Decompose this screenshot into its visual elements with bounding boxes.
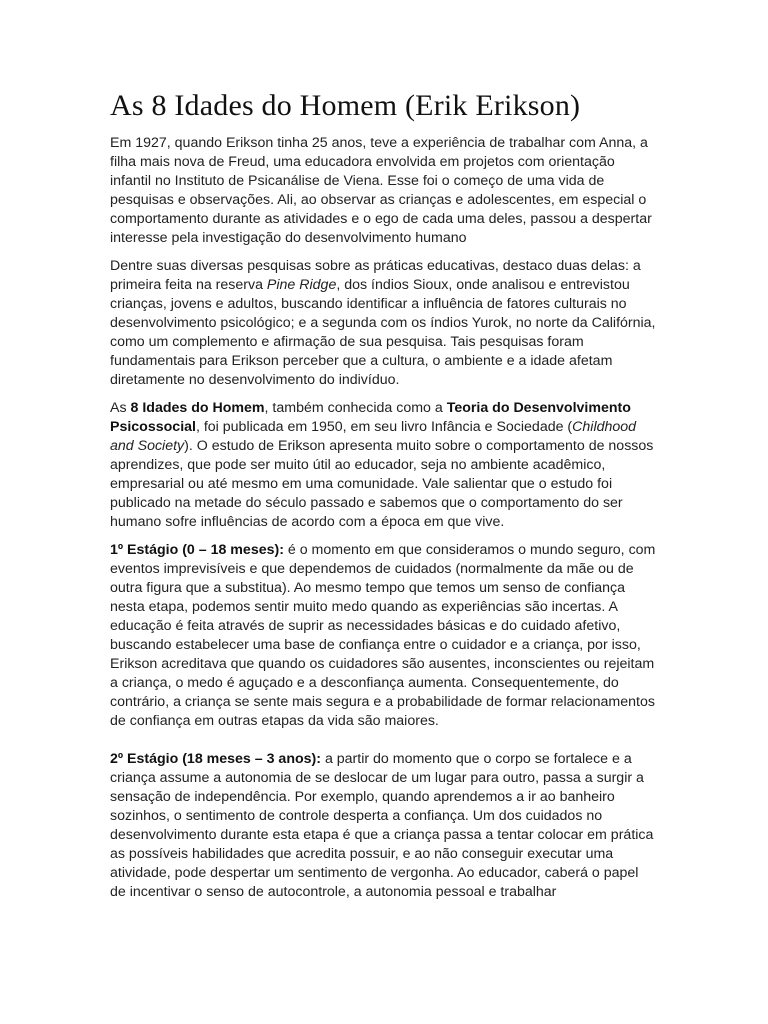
stage-1-heading: 1º Estágio (0 – 18 meses): [110, 542, 284, 558]
research-text-b: , dos índios Sioux, onde analisou e entrevistou crianças, jovens e adultos, buscando identificar a influência de fatores culturais no desenvolvimento psicológico; e a segunda com os índios Yurok, no norte da Califórnia, como um complemento e afirmação de sua pesquisa. Tais pesquisas foram fundamentais para Erikson perceber que a cultura, o ambiente e a idade afetam diretamente no desenvolvimento do indivíduo. [110, 277, 656, 388]
intro-paragraph [110, 134, 658, 248]
theory-paragraph [110, 399, 658, 532]
theory-bold-name: Teoria do Desenvolvimento Psicossocial [110, 400, 631, 435]
stage-1-paragraph [110, 541, 658, 731]
research-paragraph [110, 257, 658, 390]
book-title-italic: Childhood and Society [110, 419, 637, 454]
theory-text-c: , foi publicada em 1950, em seu livro Infância e Sociedade ( [195, 419, 573, 435]
stage-2-heading: 2º Estágio (18 meses – 3 anos): [110, 751, 321, 767]
theory-text-a: As [110, 400, 131, 416]
stage-2-paragraph [110, 750, 658, 902]
theory-text-d: ). O estudo de Erikson apresenta muito sobre o comportamento de nossos aprendizes, que pode ser muito útil ao educador, seja no ambiente acadêmico, empresarial ou até mesmo em uma comunidade. Vale salientar que o estudo foi publicado na metade do século passado e sabemos que o comportamento do ser humano sofre influências de acordo com a época em que vive. [110, 438, 654, 530]
document-page [110, 88, 658, 911]
theory-text-b: , também conhecida como a [264, 400, 447, 416]
stage-1-text: é o momento em que consideramos o mundo seguro, com eventos imprevisíveis e que dependemos de cuidados (normalmente da mãe ou de outra figura que a substitua). Ao mesmo tempo que temos um senso de confiança nesta etapa, podemos sentir muito medo quando as experiências são incertas. A educação é feita através de suprir as necessidades básicas e do cuidado afetivo, buscando estabelecer uma base de confiança entre o cuidador e a criança, por isso, Erikson acreditava que quando os cuidadores são ausentes, inconscientes ou rejeitam a criança, o medo é aguçado e a desconfiança aumenta. Consequentemente, do contrário, a criança se sente mais segura e a probabilidade de formar relacionamentos de confiança em outras etapas da vida são maiores. [110, 542, 656, 729]
page-title: As 8 Idades do Homem (Erik Erikson) [110, 89, 581, 122]
research-text-a: Dentre suas diversas pesquisas sobre as práticas educativas, destaco duas delas: a primeira feita na reserva [110, 258, 641, 293]
theory-bold-title: 8 Idades do Homem [130, 400, 265, 416]
pine-ridge-italic: Pine Ridge [266, 277, 337, 293]
intro-text: Em 1927, quando Erikson tinha 25 anos, teve a experiência de trabalhar com Anna, a filha mais nova de Freud, uma educadora envolvida em projetos com orientação infantil no Instituto de Psicanálise de Viena. Esse foi o começo de uma vida de pesquisas e observações. Ali, ao observar as crianças e adolescentes, em especial o comportamento durante as atividades e o ego de cada uma deles, passou a despertar interesse pela investigação do desenvolvimento humano [110, 135, 652, 246]
stage-2-text: a partir do momento que o corpo se fortalece e a criança assume a autonomia de se deslocar de um lugar para outro, passa a surgir a sensação de independência. Por exemplo, quando aprendemos a ir ao banheiro sozinhos, o sentimento de controle desperta a confiança. Um dos cuidados no desenvolvimento durante esta etapa é que a criança passa a tentar colocar em prática as possíveis habilidades que acredita possuir, e ao não conseguir executar uma atividade, pode despertar um sentimento de vergonha. Ao educador, caberá o papel de incentivar o senso de autocontrole, a autonomia pessoal e trabalhar [110, 751, 654, 900]
